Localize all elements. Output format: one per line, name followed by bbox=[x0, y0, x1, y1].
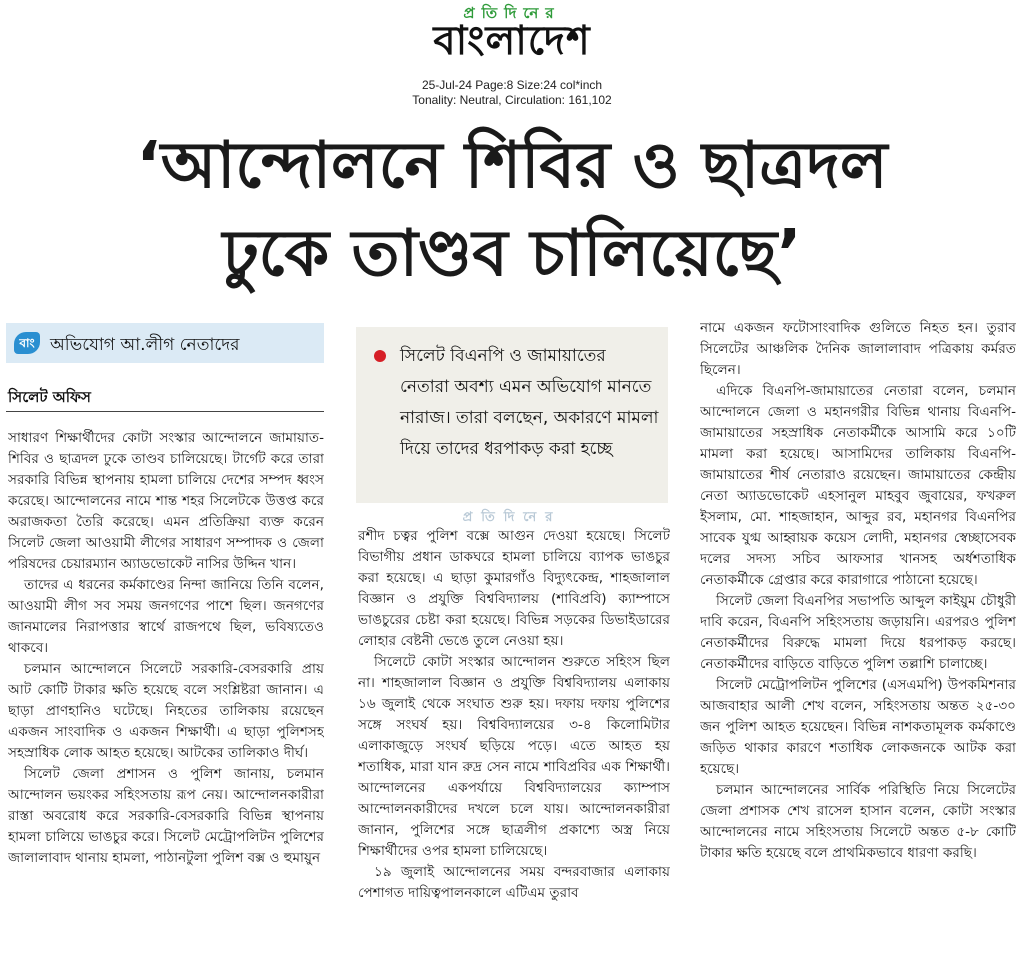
subhead-text: অভিযোগ আ.লীগ নেতাদের bbox=[50, 335, 240, 355]
clipping-meta-date: 25-Jul-24 Page:8 Size:24 col*inch bbox=[421, 78, 603, 92]
byline-divider bbox=[6, 411, 324, 412]
paragraph: চলমান আন্দোলনে সিলেটে সরকারি-বেসরকারি প্রায় আট কোটি টাকার ক্ষতি হয়েছে বলে সংশ্লিষ্টরা জানান। এ ছাড়া প্রাণহানিও ঘটেছে। নিহতের তালিকায় রয়েছেন একজন সাংবাদিক ও একজন শিক্ষার্থী। এ ছাড়া পুলিশসহ সহস্রাধিক লোক আহত হয়েছে। আটকের তালিকাও দীর্ঘ। bbox=[8, 661, 324, 761]
paragraph: সিলেট জেলা বিএনপির সভাপতি আব্দুল কাইয়ুম চৌধুরী দাবি করেন, বিএনপি সহিংসতায় জড়ায়নি। এরপরও পুলিশ নেতাকর্মীদের বিরুদ্ধে মামলা দিয়ে ধরপাকড় করছে। নেতাকর্মীদের বাড়িতে বাড়িতে পুলিশ তল্লাশি চালাচ্ছে। bbox=[700, 593, 1016, 672]
paragraph: এদিকে বিএনপি-জামায়াতের নেতারা বলেন, চলমান আন্দোলনে জেলা ও মহানগরীর বিভিন্ন থানায় বিএনপি-জামায়াতের সহস্রাধিক নেতাকর্মীকে আসামি করে ১০টি মামলা করা হয়েছে। আসামিদের তালিকায় বিএনপি-জামায়াতের শীর্ষ নেতারাও রয়েছেন। জামায়াতের কেন্দ্রীয় নেতা অ্যাডভোকেট এহসানুল মাহবুব জুবায়ের, ফখরুল ইসলাম, মো. শাহজাহান, আব্দুর রব, মহানগর বিএনপির সাবেক যুগ্ম আহ্বায়ক কয়েস লোদী, মহানগর স্বেচ্ছাসেবক দলের সদস্য সচিব আফসার খানসহ অর্ধশতাধিক নেতাকর্মীকে গ্রেপ্তার করে কারাগারে পাঠানো হয়েছে। bbox=[700, 383, 1016, 588]
paragraph: তাদের এ ধরনের কর্মকাণ্ডের নিন্দা জানিয়ে তিনি বলেন, আওয়ামী লীগ সব সময় জনগণের পাশে ছিল। জনগণের জানমালের নিরাপত্তার স্বার্থে রাজপথে ছিল, ভবিষ্যতেও থাকবে। bbox=[8, 577, 324, 656]
subhead-tag bbox=[6, 323, 324, 363]
masthead-kicker: প্রতিদিনের bbox=[463, 4, 561, 22]
article-column-3 bbox=[700, 318, 1016, 970]
logo-badge-icon: বাং bbox=[14, 332, 40, 354]
paragraph: সিলেট জেলা প্রশাসন ও পুলিশ জানায়, চলমান আন্দোলন ভয়ংকর সহিংসতায় রূপ নেয়। আন্দোলনকারীরা রাস্তা অবরোধ করে সরকারি-বেসরকারি বিভিন্ন স্থাপনায় হামলা চালিয়ে ভাঙচুর করে। সিলেট মেট্রোপলিটন পুলিশের জালালাবাদ থানায় হামলা, পাঠানটুলা পুলিশ বক্স ও হুমায়ুন bbox=[8, 766, 324, 866]
article-column-1 bbox=[8, 428, 324, 970]
paragraph: সাধারণ শিক্ষার্থীদের কোটা সংস্কার আন্দোলনে জামায়াত-শিবির ও ছাত্রদল ঢুকে তাণ্ডব চালিয়েছে। টার্গেট করে তারা সরকারি বিভিন্ন স্থাপনায় হামলা চালিয়ে দেশের সম্পদ ধ্বংস করেছে। আন্দোলনের নামে শান্ত শহর সিলেটকে উত্তপ্ত করে অরাজকতা তৈরি করেছে। এমন প্রতিক্রিয়া ব্যক্ত করেন সিলেট জেলা আওয়ামী লীগের সাধারণ সম্পাদক ও জেলা পরিষদের চেয়ারম্যান অ্যাডভোকেট নাসির উদ্দিন খান। bbox=[8, 430, 324, 572]
byline: সিলেট অফিস bbox=[8, 388, 91, 406]
pull-quote-box bbox=[356, 327, 668, 503]
headline-line-1: ‘আন্দোলনে শিবির ও ছাত্রদল bbox=[136, 129, 888, 203]
article-column-2 bbox=[358, 526, 670, 970]
clipping-meta-tonality: Tonality: Neutral, Circulation: 161,102 bbox=[412, 93, 612, 107]
paragraph: সিলেট মেট্রোপলিটন পুলিশের (এসএমপি) উপকমিশনার আজবাহার আলী শেখ বলেন, সহিংসতায় অন্তত ২৫-৩০ জন পুলিশ আহত হয়েছেন। বিভিন্ন নাশকতামূলক কর্মকাণ্ডে জড়িত থাকার কারণে শতাধিক লোকজনকে আটক করা হয়েছে। bbox=[700, 677, 1016, 777]
watermark: প্রতিদিনের bbox=[462, 510, 562, 525]
headline-line-2: ঢুকে তাণ্ডব চালিয়েছে’ bbox=[222, 217, 802, 291]
masthead bbox=[0, 0, 1024, 110]
paragraph: নামে একজন ফটোসাংবাদিক গুলিতে নিহত হন। তুরাব সিলেটের আঞ্চলিক দৈনিক জালালাবাদ পত্রিকায় কর্মরত ছিলেন। bbox=[700, 320, 1016, 378]
red-bullet-icon bbox=[374, 350, 386, 362]
paragraph: রশীদ চত্বর পুলিশ বক্সে আগুন দেওয়া হয়েছে। সিলেট বিভাগীয় প্রধান ডাকঘরে হামলা চালিয়ে ব্যাপক ভাঙচুর করা হয়েছে। এ ছাড়া কুমারগাঁও বিদ্যুৎকেন্দ্র, শাহজালাল বিজ্ঞান ও প্রযুক্তি বিশ্ববিদ্যালয় (শাবিপ্রবি) ক্যাম্পাসে ভাঙচুরের চেষ্টা করা হয়েছে। বিভিন্ন সড়কের ডিভাইডারের লোহার বেষ্টনী ভেঙে তুলে নেওয়া হয়। bbox=[358, 528, 670, 649]
newspaper-logo: বাংলাদেশ bbox=[433, 18, 591, 64]
paragraph: চলমান আন্দোলনের সার্বিক পরিস্থিতি নিয়ে সিলেটের জেলা প্রশাসক শেখ রাসেল হাসান বলেন, কোটা সংস্কার আন্দোলনের নামে সহিংসতায় সিলেটে অন্তত ৫-৮ কোটি টাকার ক্ষতি হয়েছে বলে প্রাথমিকভাবে ধারণা করছি। bbox=[700, 782, 1016, 861]
paragraph: সিলেটে কোটা সংস্কার আন্দোলন শুরুতে সহিংস ছিল না। শাহজালাল বিজ্ঞান ও প্রযুক্তি বিশ্ববিদ্যালয় এলাকায় ১৬ জুলাই থেকে সংঘাত শুরু হয়। দফায় দফায় পুলিশের সঙ্গে সংঘর্ষ হয়। বিশ্ববিদ্যালয়ের ৩-৪ কিলোমিটার এলাকাজুড়ে সংঘর্ষ ছড়িয়ে পড়ে। এতে আহত হয় শতাধিক, মারা যান রুদ্র সেন নামে শাবিপ্রবির এক শিক্ষার্থী। আন্দোলনের একপর্যায়ে বিশ্ববিদ্যালয়ের ক্যাম্পাস আন্দোলনকারীদের দখলে চলে যায়। আন্দোলনকারীরা জানান, পুলিশের সঙ্গে ছাত্রলীগ প্রকাশ্যে অস্ত্র নিয়ে শিক্ষার্থীদের ওপর হামলা চালিয়েছে। bbox=[358, 654, 670, 859]
paragraph: ১৯ জুলাই আন্দোলনের সময় বন্দরবাজার এলাকায় পেশাগত দায়িত্বপালনকালে এটিএম তুরাব bbox=[358, 864, 670, 901]
pull-quote-text: সিলেট বিএনপি ও জামায়াতের নেতারা অবশ্য এমন অভিযোগ মানতে নারাজ। তারা বলছেন, অকারণে মামলা দিয়ে তাদের ধরপাকড় করা হচ্ছে bbox=[400, 346, 659, 459]
